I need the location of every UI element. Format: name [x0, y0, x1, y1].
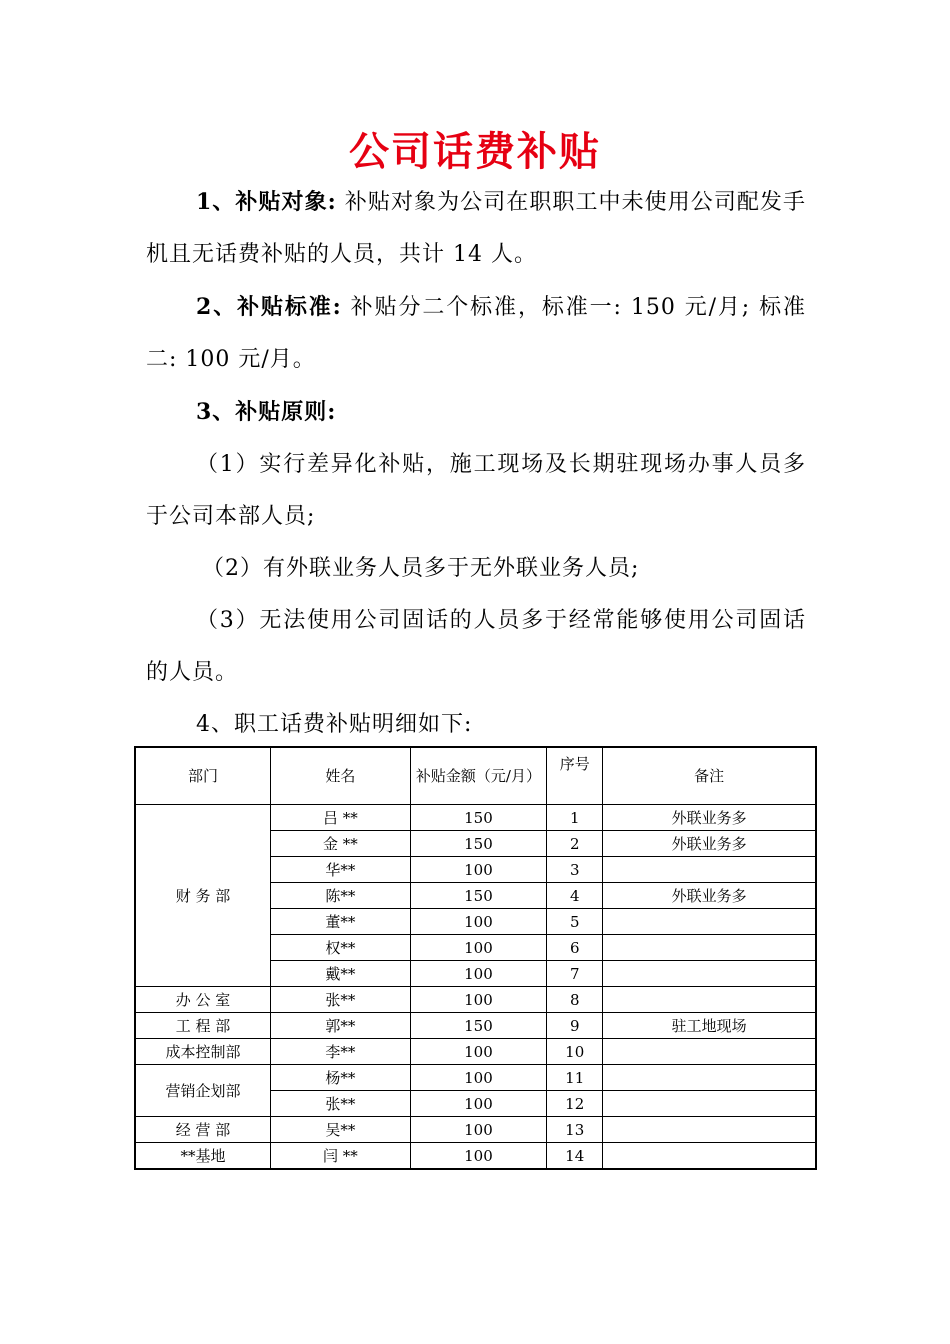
- note-cell: [603, 909, 816, 935]
- paragraph-text: 补贴分二个标准，标准一: 150 元/月; 标准二: 100 元/月。: [146, 295, 806, 372]
- paragraph-detail-intro: 4、职工话费补贴明细如下:: [196, 712, 473, 737]
- note-cell: [603, 935, 816, 961]
- name-cell: 张**: [271, 987, 411, 1013]
- dept-cell-business: 经 营 部: [135, 1117, 271, 1143]
- note-cell: [603, 961, 816, 987]
- paragraph-lead: 3、补贴原则:: [196, 399, 337, 425]
- amount-cell: 100: [410, 857, 547, 883]
- table-row: [135, 987, 816, 1013]
- amount-cell: 150: [410, 805, 547, 831]
- amount-cell: 100: [410, 961, 547, 987]
- note-cell: [603, 1143, 816, 1170]
- note-cell: 外联业务多: [603, 831, 816, 857]
- header-note: 备注: [603, 747, 816, 805]
- paragraph-principle-3: （3）无法使用公司固话的人员多于经常能够使用公司固话的人员。: [146, 608, 806, 685]
- amount-cell: 100: [410, 1039, 547, 1065]
- amount-cell: 100: [410, 987, 547, 1013]
- name-cell: 郭**: [271, 1013, 411, 1039]
- note-cell: [603, 987, 816, 1013]
- table-row: [135, 805, 816, 831]
- amount-cell: 150: [410, 831, 547, 857]
- name-cell: 权**: [271, 935, 411, 961]
- paragraph-principle-2: （2）有外联业务人员多于无外联业务人员;: [202, 556, 640, 581]
- paragraph-subsidy-principle: [146, 386, 806, 439]
- amount-cell: 100: [410, 1065, 547, 1091]
- paragraph-subsidy-target: [146, 176, 806, 281]
- seq-cell: 5: [547, 909, 603, 935]
- amount-cell: 100: [410, 1117, 547, 1143]
- table-row: [135, 1013, 816, 1039]
- note-cell: [603, 1091, 816, 1117]
- name-cell: 吕 **: [271, 805, 411, 831]
- seq-cell: 1: [547, 805, 603, 831]
- paragraph-principle-1: （1）实行差异化补贴，施工现场及长期驻现场办事人员多于公司本部人员;: [146, 452, 806, 529]
- paragraph-lead: 2、补贴标准:: [196, 294, 342, 320]
- amount-cell: 150: [410, 883, 547, 909]
- name-cell: 闫 **: [271, 1143, 411, 1170]
- note-cell: [603, 1117, 816, 1143]
- seq-cell: 4: [547, 883, 603, 909]
- header-dept: 部门: [135, 747, 271, 805]
- seq-cell: 3: [547, 857, 603, 883]
- name-cell: 杨**: [271, 1065, 411, 1091]
- amount-cell: 100: [410, 935, 547, 961]
- seq-cell: 2: [547, 831, 603, 857]
- header-name: 姓名: [271, 747, 411, 805]
- dept-cell-engineering: 工 程 部: [135, 1013, 271, 1039]
- note-cell: [603, 1039, 816, 1065]
- amount-cell: 100: [410, 909, 547, 935]
- name-cell: 董**: [271, 909, 411, 935]
- amount-cell: 150: [410, 1013, 547, 1039]
- seq-cell: 13: [547, 1117, 603, 1143]
- name-cell: 陈**: [271, 883, 411, 909]
- name-cell: 吴**: [271, 1117, 411, 1143]
- seq-cell: 12: [547, 1091, 603, 1117]
- paragraph-lead: 1、补贴对象:: [196, 189, 337, 215]
- table-row: [135, 1143, 816, 1170]
- body-text: [146, 176, 806, 751]
- seq-cell: 11: [547, 1065, 603, 1091]
- name-cell: 金 **: [271, 831, 411, 857]
- note-cell: [603, 1065, 816, 1091]
- header-amount: 补贴金额（元/月）: [410, 747, 547, 805]
- subsidy-detail-table: [134, 746, 817, 1170]
- page-title: 公司话费补贴: [349, 129, 601, 175]
- table-row: [135, 1065, 816, 1091]
- note-cell: 外联业务多: [603, 883, 816, 909]
- name-cell: 张**: [271, 1091, 411, 1117]
- dept-cell-cost: 成本控制部: [135, 1039, 271, 1065]
- table-row: [135, 1117, 816, 1143]
- dept-cell-office: 办 公 室: [135, 987, 271, 1013]
- table-row: [135, 1039, 816, 1065]
- table-header-row: [135, 747, 816, 805]
- seq-cell: 14: [547, 1143, 603, 1170]
- note-cell: [603, 857, 816, 883]
- amount-cell: 100: [410, 1091, 547, 1117]
- note-cell: 驻工地现场: [603, 1013, 816, 1039]
- header-seq: 序号: [547, 747, 603, 805]
- seq-cell: 7: [547, 961, 603, 987]
- dept-cell-base: **基地: [135, 1143, 271, 1170]
- dept-cell-marketing: 营销企划部: [135, 1065, 271, 1117]
- paragraph-text: 补贴对象为公司在职职工中未使用公司配发手机且无话费补贴的人员，共计 14 人。: [146, 190, 806, 267]
- dept-cell-finance: 财 务 部: [135, 805, 271, 987]
- seq-cell: 9: [547, 1013, 603, 1039]
- name-cell: 华**: [271, 857, 411, 883]
- amount-cell: 100: [410, 1143, 547, 1170]
- seq-cell: 10: [547, 1039, 603, 1065]
- seq-cell: 6: [547, 935, 603, 961]
- seq-cell: 8: [547, 987, 603, 1013]
- note-cell: 外联业务多: [603, 805, 816, 831]
- name-cell: 李**: [271, 1039, 411, 1065]
- paragraph-subsidy-standard: [146, 281, 806, 386]
- name-cell: 戴**: [271, 961, 411, 987]
